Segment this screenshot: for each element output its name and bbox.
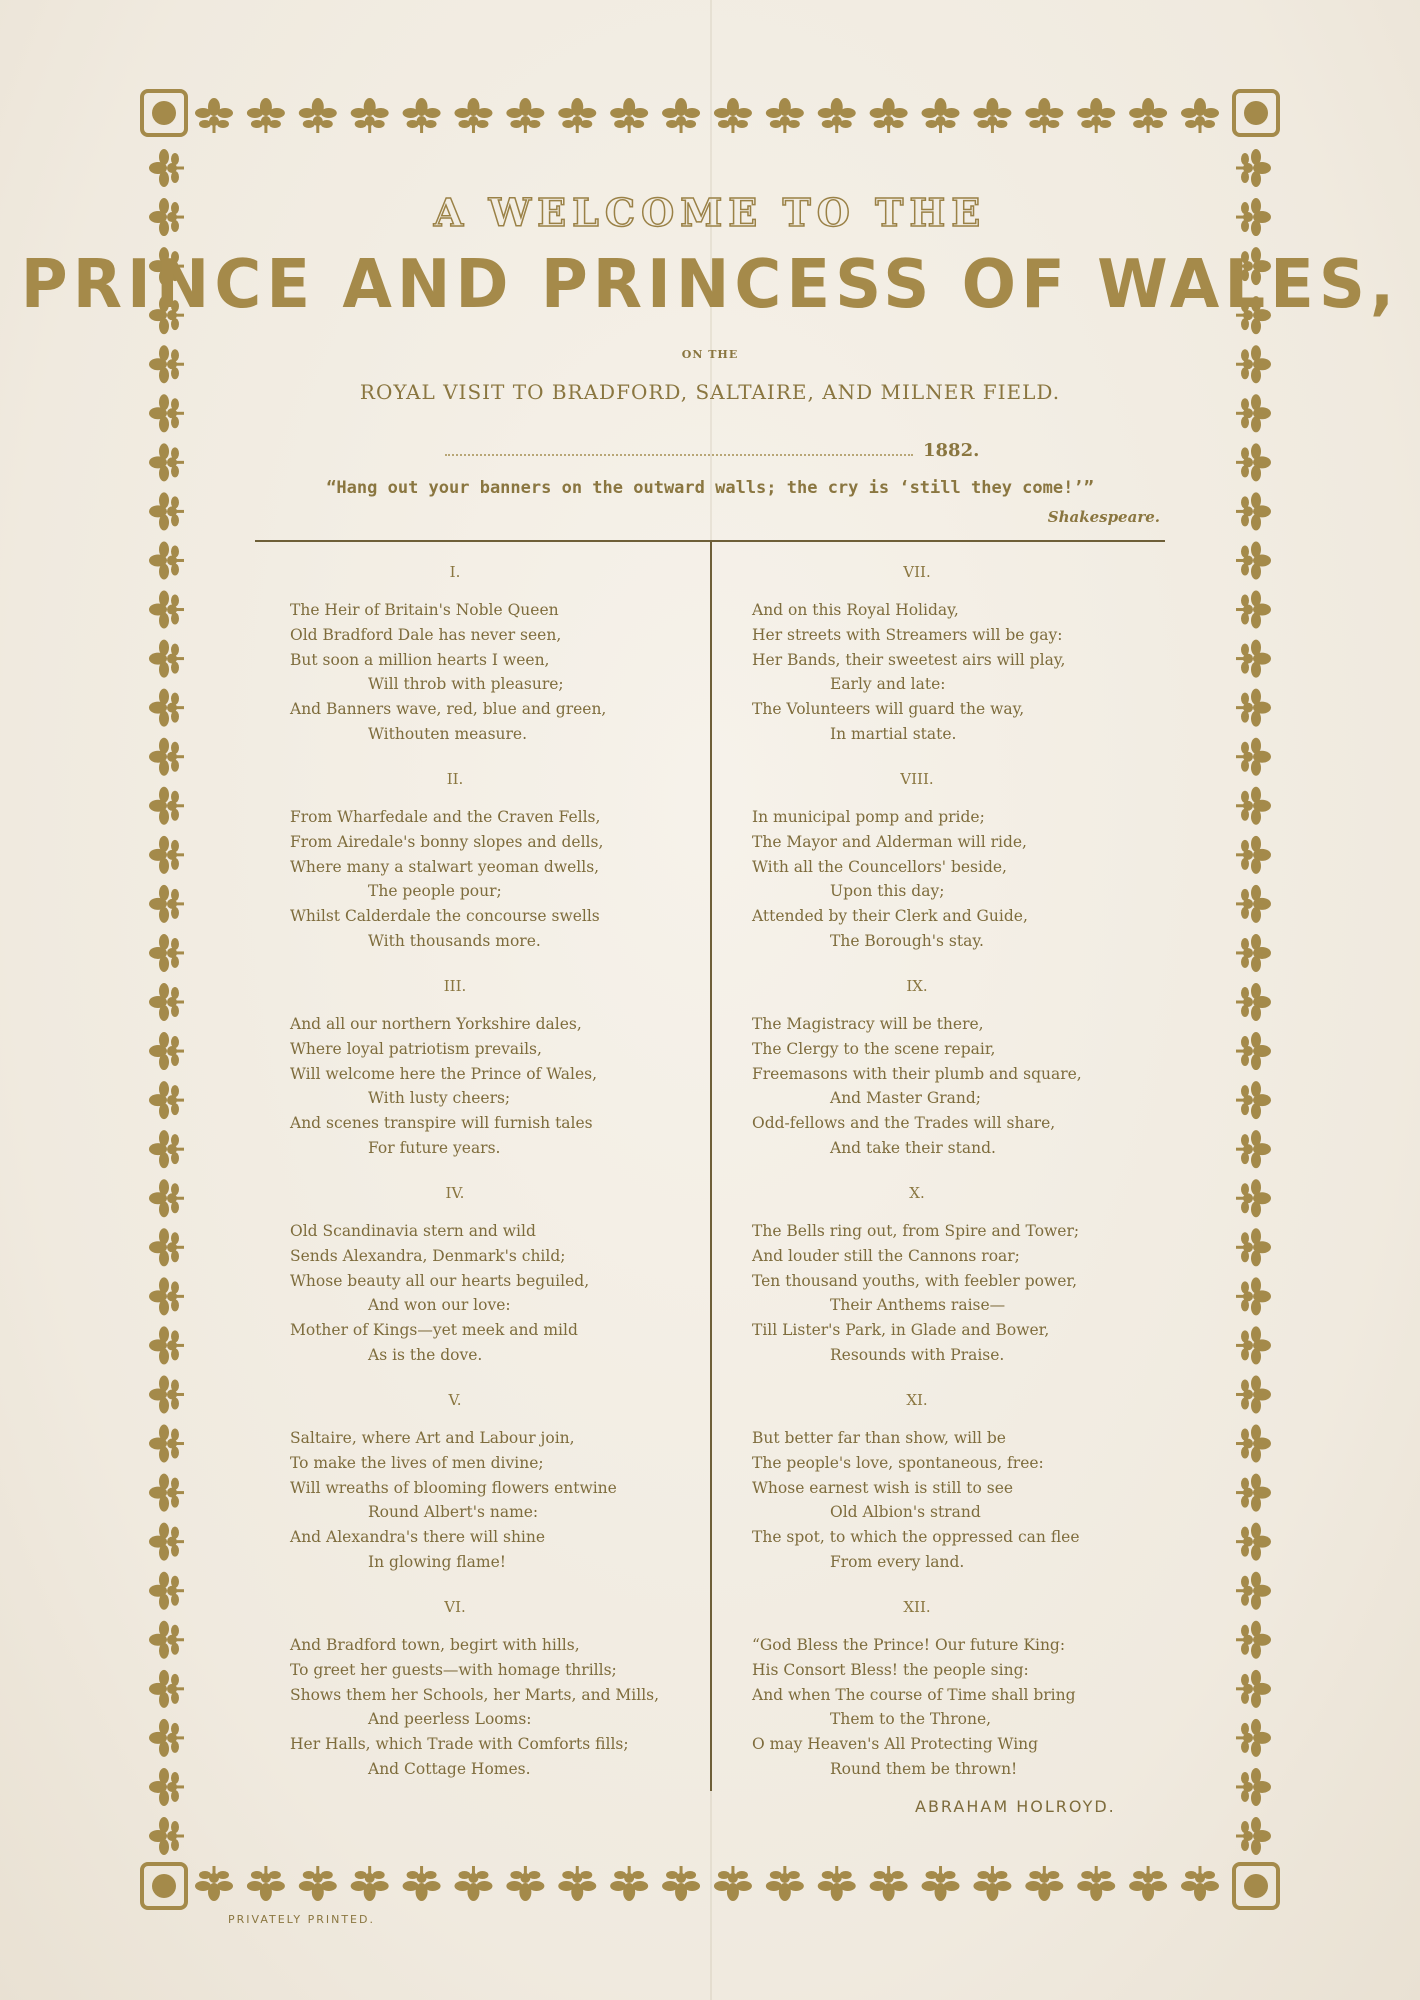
- verse-line: Her streets with Streamers will be gay:: [752, 625, 1063, 644]
- fleuron-ornament: [149, 1572, 184, 1610]
- verse-line: And louder still the Cannons roar;: [752, 1246, 1020, 1265]
- fleuron-ornament: [149, 1621, 184, 1659]
- verse-line: Old Scandinavia stern and wild: [290, 1222, 536, 1240]
- verse-line: Her Bands, their sweetest airs will play,: [752, 650, 1066, 669]
- verse-line: As is the dove.: [368, 1345, 483, 1364]
- stanza: [752, 767, 1172, 974]
- verse-line: Freemasons with their plumb and square,: [752, 1064, 1082, 1083]
- heading-royal-visit: ROYAL VISIT TO BRADFORD, SALTAIRE, AND MILNER FIELD.: [359, 380, 1061, 404]
- fleuron-ornament: [1236, 689, 1271, 727]
- fleuron-ornament: [1129, 98, 1167, 133]
- fleuron-ornament: [1181, 98, 1219, 133]
- fleuron-ornament: [149, 1081, 184, 1119]
- stanza-lines: [752, 598, 1172, 747]
- fleuron-ornament: [149, 1228, 184, 1266]
- stanza: [290, 974, 710, 1181]
- fleuron-ornament: [149, 836, 184, 874]
- verse-line: And Bradford town, begirt with hills,: [290, 1636, 580, 1654]
- stanza-number: IX.: [906, 977, 928, 995]
- fleuron-ornament: [610, 98, 648, 133]
- fleuron-ornament: [149, 1179, 184, 1217]
- heading-prince-princess: PRINCE AND PRINCESS OF WALES,: [20, 246, 1400, 324]
- verse-line: And all our northern Yorkshire dales,: [290, 1015, 582, 1033]
- fleuron-ornament: [1025, 98, 1063, 133]
- corner-ornament: [1234, 1864, 1278, 1908]
- verse-line: And Alexandra's there will shine: [290, 1528, 546, 1547]
- fleuron-ornament: [714, 98, 752, 133]
- fleuron-ornament: [1236, 640, 1271, 678]
- verse-line: And peerless Looms:: [368, 1710, 532, 1729]
- verse-line: “God Bless the Prince! Our future King:: [752, 1636, 1066, 1654]
- stanza-lines: [290, 1012, 710, 1161]
- verse-line: In municipal pomp and pride;: [752, 808, 985, 826]
- verse-line: And Banners wave, red, blue and green,: [290, 700, 607, 719]
- stanza-number: X.: [909, 1184, 925, 1202]
- year: 1882.: [923, 440, 980, 461]
- verse-line: His Consort Bless! the people sing:: [752, 1660, 1029, 1679]
- heading-welcome: A WELCOME TO THE: [433, 190, 987, 235]
- stanza-lines: [290, 1426, 710, 1575]
- stanza: [752, 560, 1172, 767]
- fleuron-ornament: [149, 1425, 184, 1463]
- verse-line: The Clergy to the scene repair,: [752, 1039, 996, 1058]
- fleuron-ornament: [1236, 1768, 1271, 1806]
- verse-line: Sends Alexandra, Denmark's child;: [290, 1246, 566, 1265]
- fleuron-ornament: [1236, 1228, 1271, 1266]
- author-signature: ABRAHAM HOLROYD.: [915, 1797, 1116, 1816]
- date-line: [445, 440, 985, 462]
- verse-line: The Bells ring out, from Spire and Tower;: [752, 1222, 1080, 1240]
- verse-line: From Wharfedale and the Craven Fells,: [290, 808, 601, 826]
- fleuron-ornament: [247, 1866, 285, 1901]
- verse-line: Till Lister's Park, in Glade and Bower,: [752, 1321, 1050, 1340]
- verse-line: Will wreaths of blooming flowers entwine: [290, 1478, 617, 1497]
- fleuron-ornament: [870, 98, 908, 133]
- fleuron-ornament: [922, 1866, 960, 1901]
- stanza-number: VI.: [444, 1598, 466, 1616]
- verse-line: Them to the Throne,: [830, 1710, 992, 1729]
- verse-line: And take their stand.: [830, 1138, 996, 1157]
- verse-line: Attended by their Clerk and Guide,: [752, 907, 1028, 926]
- fleuron-ornament: [149, 1375, 184, 1413]
- fleuron-ornament: [1236, 1277, 1271, 1315]
- fleuron-ornament: [1236, 1130, 1271, 1168]
- corner-ornament: [142, 1864, 186, 1908]
- verse-line: In glowing flame!: [368, 1552, 506, 1571]
- verse-line: For future years.: [368, 1138, 501, 1157]
- verse-line: The Volunteers will guard the way,: [752, 700, 1025, 719]
- fleuron-ornament: [403, 98, 441, 133]
- fleuron-ornament: [1236, 738, 1271, 776]
- fleuron-ornament: [1236, 983, 1271, 1021]
- verse-line: Where many a stalwart yeoman dwells,: [290, 857, 600, 876]
- fleuron-ornament: [1236, 492, 1271, 530]
- verse-line: The Borough's stay.: [830, 931, 984, 950]
- fleuron-ornament: [454, 1866, 492, 1901]
- fleuron-ornament: [1236, 1817, 1271, 1855]
- fleuron-ornament: [149, 885, 184, 923]
- fleuron-ornament: [973, 98, 1011, 133]
- fleuron-ornament: [149, 1032, 184, 1070]
- fleuron-ornament: [351, 1866, 389, 1901]
- fleuron-ornament: [558, 98, 596, 133]
- verse-line: Mother of Kings—yet meek and mild: [290, 1321, 578, 1340]
- verse-line: And Cottage Homes.: [368, 1759, 531, 1778]
- fleuron-ornament: [1236, 1572, 1271, 1610]
- verse-line: The people's love, spontaneous, free:: [752, 1453, 1044, 1472]
- stanza-lines: [752, 1012, 1172, 1161]
- fleuron-ornament: [299, 98, 337, 133]
- fleuron-ornament: [1236, 1474, 1271, 1512]
- fleuron-ornament: [1236, 1719, 1271, 1757]
- fleuron-ornament: [1077, 98, 1115, 133]
- verse-line: Her Halls, which Trade with Comforts fills;: [290, 1735, 629, 1754]
- fleuron-ornament: [870, 1866, 908, 1901]
- fleuron-ornament: [149, 1670, 184, 1708]
- verse-line: But soon a million hearts I ween,: [290, 650, 550, 669]
- fleuron-ornament: [506, 98, 544, 133]
- verse-line: Their Anthems raise—: [830, 1296, 1006, 1315]
- fleuron-ornament: [149, 689, 184, 727]
- verse-line: The people pour;: [368, 882, 502, 901]
- right-column: [752, 560, 1172, 1802]
- stanza: [290, 1388, 710, 1595]
- fleuron-ornament: [403, 1866, 441, 1901]
- verse-line: Old Albion's strand: [830, 1503, 981, 1522]
- stanza-number: I.: [449, 563, 461, 581]
- fleuron-ornament: [662, 1866, 700, 1901]
- fleuron-ornament: [149, 1277, 184, 1315]
- stanza-number: II.: [446, 770, 464, 788]
- stanza-lines: [752, 1633, 1172, 1782]
- verse-line: O may Heaven's All Protecting Wing: [752, 1735, 1039, 1754]
- fleuron-ornament: [149, 591, 184, 629]
- verse-line: Will throb with pleasure;: [368, 675, 564, 694]
- verse-line: And when The course of Time shall bring: [752, 1685, 1076, 1704]
- verse-line: Whose beauty all our hearts beguiled,: [290, 1271, 590, 1290]
- stanza-lines: [752, 805, 1172, 954]
- fleuron-ornament: [1236, 934, 1271, 972]
- fleuron-ornament: [818, 1866, 856, 1901]
- fleuron-ornament: [1236, 885, 1271, 923]
- fleuron-ornament: [149, 934, 184, 972]
- verse-line: Ten thousand youths, with feebler power,: [752, 1271, 1078, 1290]
- dotted-blank: [445, 454, 913, 456]
- stanza-lines: [290, 598, 710, 747]
- fleuron-ornament: [506, 1866, 544, 1901]
- fleuron-ornament: [1077, 1866, 1115, 1901]
- fleuron-ornament: [1236, 1179, 1271, 1217]
- fleuron-ornament: [351, 98, 389, 133]
- fleuron-ornament: [149, 541, 184, 579]
- verse-line: The spot, to which the oppressed can flee: [752, 1528, 1080, 1547]
- verse-line: And won our love:: [368, 1296, 511, 1315]
- fleuron-ornament: [1025, 1866, 1063, 1901]
- stanza-number: VIII.: [900, 770, 934, 788]
- verse-line: The Mayor and Alderman will ride,: [752, 832, 1027, 851]
- verse-line: Early and late:: [830, 675, 946, 694]
- verse-line: Saltaire, where Art and Labour join,: [290, 1429, 575, 1447]
- fleuron-ornament: [149, 1326, 184, 1364]
- epigraph-quote: “Hang out your banners on the outward walls; the cry is ‘still they come!’”: [326, 478, 1094, 498]
- fleuron-ornament: [149, 640, 184, 678]
- fleuron-ornament: [149, 149, 184, 187]
- verse-line: Where loyal patriotism prevails,: [290, 1039, 542, 1058]
- fleuron-ornament: [1236, 1081, 1271, 1119]
- fleuron-ornament: [1181, 1866, 1219, 1901]
- fleuron-ornament: [818, 98, 856, 133]
- stanza: [752, 1595, 1172, 1802]
- fleuron-ornament: [149, 1768, 184, 1806]
- fleuron-ornament: [149, 1474, 184, 1512]
- fleuron-ornament: [1236, 836, 1271, 874]
- fleuron-ornament: [149, 738, 184, 776]
- fleuron-ornament: [149, 1523, 184, 1561]
- left-column: [290, 560, 710, 1802]
- fleuron-ornament: [454, 98, 492, 133]
- stanza: [752, 1388, 1172, 1595]
- fleuron-ornament: [149, 1817, 184, 1855]
- fleuron-ornament: [1236, 1523, 1271, 1561]
- fleuron-ornament: [922, 98, 960, 133]
- fleuron-ornament: [662, 98, 700, 133]
- fleuron-ornament: [1236, 591, 1271, 629]
- stanza-lines: [752, 1426, 1172, 1575]
- fleuron-ornament: [973, 1866, 1011, 1901]
- stanza: [752, 974, 1172, 1181]
- verse-line: With all the Councellors' beside,: [752, 857, 1007, 876]
- fleuron-ornament: [195, 98, 233, 133]
- stanza: [290, 767, 710, 974]
- stanza: [290, 1595, 710, 1802]
- verse-line: And scenes transpire will furnish tales: [290, 1114, 593, 1133]
- column-divider: [710, 541, 712, 1791]
- verse-line: The Heir of Britain's Noble Queen: [290, 601, 559, 619]
- verse-line: Round them be thrown!: [830, 1759, 1018, 1778]
- verse-line: From every land.: [830, 1552, 965, 1571]
- stanza: [290, 1181, 710, 1388]
- verse-line: Old Bradford Dale has never seen,: [290, 625, 562, 644]
- stanza-lines: [290, 1219, 710, 1368]
- heading-on-the: ON THE: [681, 348, 739, 361]
- fleuron-ornament: [610, 1866, 648, 1901]
- verse-line: With lusty cheers;: [368, 1089, 511, 1108]
- fleuron-ornament: [1129, 1866, 1167, 1901]
- fleuron-ornament: [1236, 787, 1271, 825]
- fleuron-ornament: [1236, 443, 1271, 481]
- fleuron-ornament: [766, 98, 804, 133]
- verse-line: With thousands more.: [368, 931, 541, 950]
- stanza-number: IV.: [445, 1184, 465, 1202]
- verse-line: Round Albert's name:: [368, 1503, 539, 1522]
- fleuron-ornament: [1236, 1670, 1271, 1708]
- corner-ornament: [142, 91, 186, 135]
- verse-line: Shows them her Schools, her Marts, and Mills,: [290, 1685, 660, 1704]
- imprint-note: PRIVATELY PRINTED.: [228, 1913, 375, 1926]
- fleuron-ornament: [149, 787, 184, 825]
- fleuron-ornament: [149, 492, 184, 530]
- fleuron-ornament: [149, 1719, 184, 1757]
- verse-line: And Master Grand;: [830, 1089, 981, 1108]
- verse-line: But better far than show, will be: [752, 1429, 1006, 1447]
- verse-line: The Magistracy will be there,: [752, 1015, 984, 1033]
- stanza-number: XII.: [903, 1598, 931, 1616]
- fleuron-ornament: [558, 1866, 596, 1901]
- verse-line: Whilst Calderdale the concourse swells: [290, 907, 600, 926]
- fleuron-ornament: [1236, 1621, 1271, 1659]
- epigraph-author: Shakespeare.: [1047, 508, 1160, 526]
- fleuron-ornament: [195, 1866, 233, 1901]
- verse-line: Odd-fellows and the Trades will share,: [752, 1114, 1056, 1133]
- fleuron-ornament: [1236, 1425, 1271, 1463]
- stanza-number: III.: [443, 977, 467, 995]
- verse-line: Withouten measure.: [368, 724, 528, 743]
- fleuron-ornament: [1236, 541, 1271, 579]
- stanza-number: V.: [448, 1391, 462, 1409]
- verse-line: Whose earnest wish is still to see: [752, 1478, 1014, 1497]
- fleuron-ornament: [299, 1866, 337, 1901]
- fleuron-ornament: [1236, 1326, 1271, 1364]
- stanza: [290, 560, 710, 767]
- fleuron-ornament: [1236, 1375, 1271, 1413]
- fleuron-ornament: [149, 983, 184, 1021]
- verse-line: Upon this day;: [830, 882, 945, 901]
- verse-line: From Airedale's bonny slopes and dells,: [290, 832, 604, 851]
- verse-line: Resounds with Praise.: [830, 1345, 1005, 1364]
- corner-ornament: [1234, 91, 1278, 135]
- verse-line: To greet her guests—with homage thrills;: [290, 1660, 617, 1679]
- fleuron-ornament: [247, 98, 285, 133]
- stanza-lines: [752, 1219, 1172, 1368]
- fleuron-ornament: [714, 1866, 752, 1901]
- stanza: [752, 1181, 1172, 1388]
- stanza-number: XI.: [906, 1391, 928, 1409]
- fleuron-ornament: [149, 443, 184, 481]
- fleuron-ornament: [149, 1130, 184, 1168]
- stanza-number: VII.: [903, 563, 931, 581]
- stanza-lines: [290, 805, 710, 954]
- verse-line: In martial state.: [830, 724, 957, 743]
- fleuron-ornament: [1236, 1032, 1271, 1070]
- verse-line: And on this Royal Holiday,: [752, 601, 959, 619]
- verse-line: Will welcome here the Prince of Wales,: [290, 1064, 598, 1083]
- fleuron-ornament: [766, 1866, 804, 1901]
- fleuron-ornament: [1236, 149, 1271, 187]
- stanza-lines: [290, 1633, 710, 1782]
- verse-line: To make the lives of men divine;: [290, 1453, 544, 1472]
